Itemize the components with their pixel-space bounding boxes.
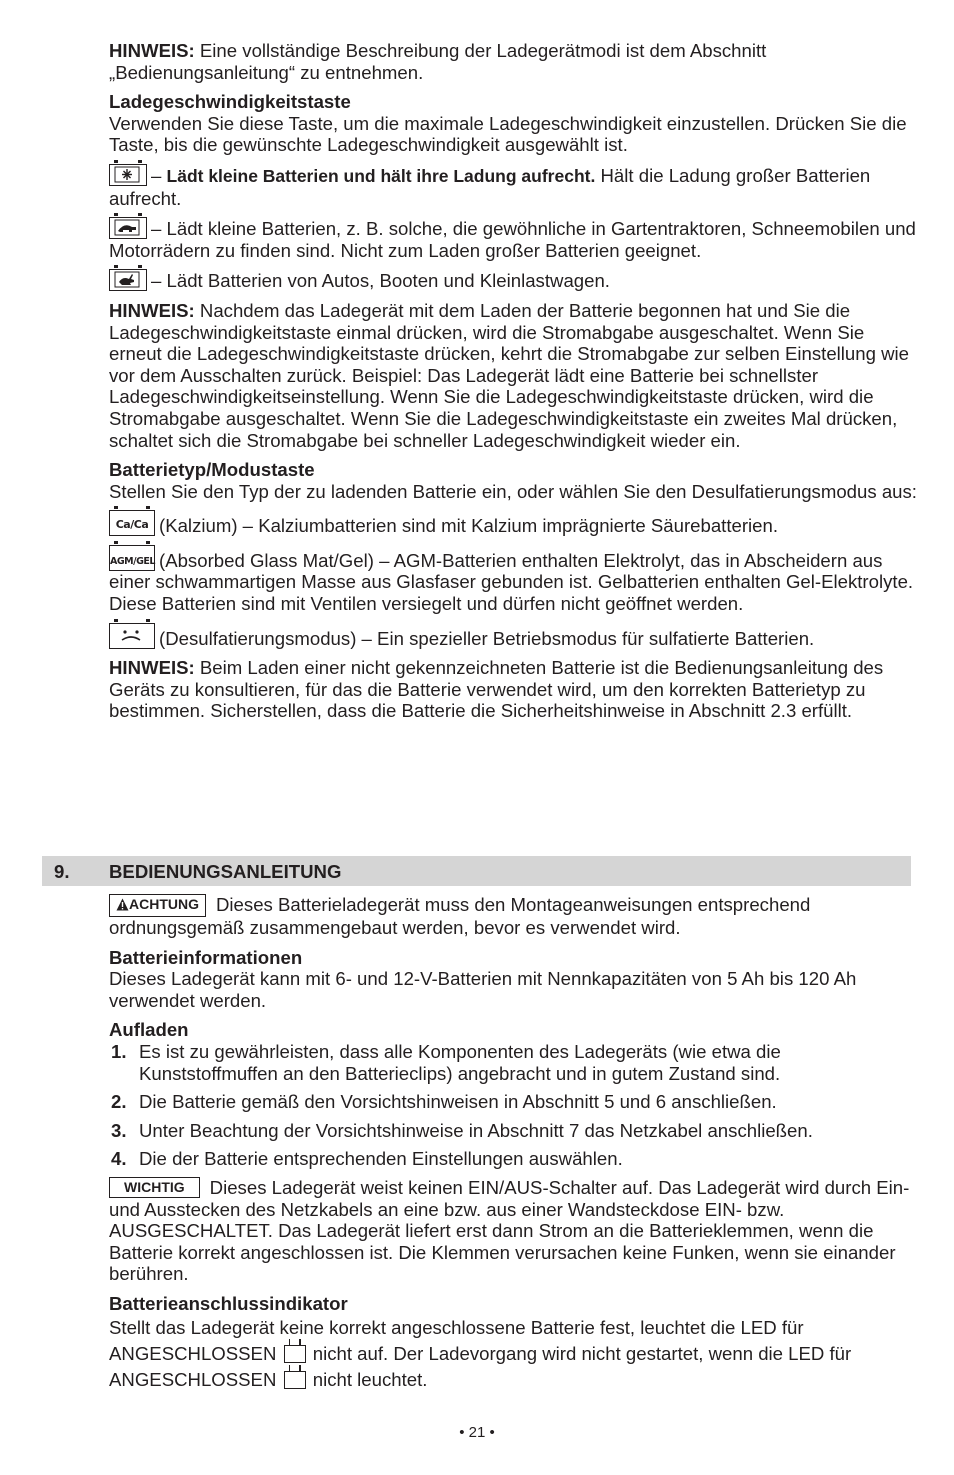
agm-text: (Absorbed Glass Mat/Gel) – AGM-Batterien enthalten Elektrolyt, das in Abscheidern aus einer schwammartigen Masse aus Glasfaser gebunden ist. Gelbatterien enthalten Gel-Elektrolyte. Diese Batterien sind mit Ventilen versiegelt und dürfen nicht geöffnet werden.	[109, 549, 914, 615]
page-number: • 21 •	[459, 1424, 495, 1441]
note-text: Eine vollständige Beschreibung der Ladegerätmodi ist dem Abschnitt „Bedienungsanleitung“ zu entnehmen.	[109, 40, 767, 83]
mode-fast	[109, 269, 917, 292]
type-desulf	[109, 623, 917, 650]
turtle-icon	[109, 217, 147, 239]
indicator-text-part: Stellt das Ladegerät keine korrekt angeschlossene Batterie fest, leuchtet die LED für ANGESCHLOSSEN	[109, 1316, 804, 1364]
step-number: 4.	[111, 1148, 127, 1170]
section-number: 9.	[54, 861, 70, 882]
step-text: Die Batterie gemäß den Vorsichtshinweisen in Abschnitt 5 und 6 anschließen.	[139, 1091, 777, 1113]
indicator-text-part: nicht auf. Der Ladevorgang wird nicht gestartet, wenn die LED für ANGESCHLOSSEN	[109, 1342, 852, 1390]
indicator-text-part: nicht leuchtet.	[307, 1368, 428, 1390]
type-caca	[109, 510, 917, 537]
maintain-text: Hält die Ladung großer Batterien aufrecht.	[109, 164, 871, 209]
important-text: Dieses Ladegerät weist keinen EIN/AUS-Schalter auf. Das Ladegerät wird durch Ein- und Ausstecken des Netzkabels an eine bzw. aus einer Wandsteckdose EIN- bzw. AUSGESCHALTET. Das Ladegerät liefert erst dann Strom an die Batterieklemmen, wenn die Batterie korrekt angeschlossen ist. Die Klemmen verursachen keine Funken, wenn sie einander berühren.	[109, 1176, 910, 1285]
upper-content	[109, 40, 917, 722]
type-agm	[109, 545, 917, 615]
calcium-icon	[109, 510, 155, 536]
info-heading: Batterieinformationen	[109, 946, 303, 968]
list-item	[109, 1120, 917, 1142]
agm-gel-icon	[109, 545, 155, 571]
note-label: HINWEIS:	[109, 40, 195, 61]
connected-led-icon	[284, 1345, 306, 1363]
list-item	[109, 1148, 917, 1170]
note-full-description	[109, 40, 917, 83]
dash: –	[151, 218, 162, 240]
rabbit-icon	[109, 269, 147, 291]
note-text: Nachdem das Ladegerät mit dem Laden der Batterie begonnen hat und Sie die Ladegeschwindigkeitstaste einmal drücken, wird die Stromabgabe ausgeschaltet. Wenn Sie erneut die Ladegeschwindigkeitstaste drücken, kehrt die Stromabgabe zur selben Einstellung wie vor dem Ausschalten zurück. Beispiel: Das Ladegerät lädt eine Batterie bei schnellster Ladegeschwindigkeitseinstellung. Wenn Sie die Ladegeschwindigkeitstaste drücken, wird die Stromabgabe ausgeschaltet. Wenn Sie die Ladegeschwindigkeitstaste ein zweites Mal drücken, schaltet sich die Stromabgabe bei schneller Ladegeschwindigkeit wieder ein.	[109, 299, 910, 451]
type-description: Stellen Sie den Typ der zu ladenden Batterie ein, oder wählen Sie den Desulfatierungsmodus aus:	[109, 480, 917, 502]
step-number: 1.	[111, 1040, 127, 1062]
warning-text: Dieses Batterieladegerät muss den Montageanweisungen entsprechend ordnungsgemäß zusammengebaut werden, bevor es verwendet wird.	[109, 894, 811, 938]
desulf-text: (Desulfatierungsmodus) – Ein spezieller Betriebsmodus für sulfatierte Batterien.	[159, 627, 815, 649]
maintain-bold: Lädt kleine Batterien und hält ihre Ladung aufrecht.	[166, 165, 596, 186]
fast-text: Lädt Batterien von Autos, Booten und Kleinlastwagen.	[166, 270, 610, 292]
step-number: 2.	[111, 1091, 127, 1113]
list-item	[109, 1091, 917, 1113]
note-speed-button	[109, 300, 917, 451]
warning-paragraph	[109, 894, 917, 939]
dash: –	[151, 164, 162, 186]
warning-triangle-icon	[116, 898, 129, 915]
step-number: 3.	[111, 1119, 127, 1141]
step-text: Unter Beachtung der Vorsichtshinweise in Abschnitt 7 das Netzkabel anschließen.	[139, 1119, 813, 1141]
important-paragraph	[109, 1177, 917, 1285]
indicator-heading: Batterieanschlussindikator	[109, 1292, 348, 1314]
caca-text: (Kalzium) – Kalziumbatterien sind mit Kalzium imprägnierte Säurebatterien.	[159, 515, 779, 537]
charge-heading: Aufladen	[109, 1019, 189, 1041]
indicator-text	[109, 1315, 917, 1393]
calcium-icon-label: Ca/Ca	[115, 518, 149, 532]
slow-text: Lädt kleine Batterien, z. B. solche, die gewöhnliche in Gartentraktoren, Schneemobilen und Motorrädern zu finden sind. Nicht zum Laden großer Batterien geeignet.	[109, 218, 916, 261]
list-item	[109, 1041, 917, 1084]
dash: –	[151, 270, 162, 292]
note-label: HINWEIS:	[109, 299, 195, 321]
type-heading: Batterietyp/Modustaste	[109, 459, 315, 481]
connected-led-icon	[284, 1371, 306, 1389]
agm-icon-label: AGM/GEL	[110, 555, 155, 567]
mode-maintain	[109, 164, 917, 209]
maintain-mode-icon	[109, 164, 147, 186]
important-label: WICHTIG	[109, 1177, 200, 1198]
desulfation-icon	[109, 623, 155, 649]
lower-content	[109, 894, 917, 1393]
info-text: Dieses Ladegerät kann mit 6- und 12-V-Batterien mit Nennkapazitäten von 5 Ah bis 120 Ah verwendet werden.	[109, 968, 857, 1011]
note-text: Beim Laden einer nicht gekennzeichneten Batterie ist die Bedienungsanleitung des Geräts zu konsultieren, für das die Batterie verwendet wird, um den korrekten Batterietyp zu bestimmen. Sicherstellen, dass die Batterie die Sicherheitshinweise in Abschnitt 2.3 erfüllt.	[109, 657, 884, 722]
step-text: Es ist zu gewährleisten, dass alle Komponenten des Ladegeräts (wie etwa die Kunststoffmuffen an den Batterieclips) angebracht und in gutem Zustand sind.	[139, 1040, 781, 1084]
warning-label	[109, 894, 206, 917]
section-title: BEDIENUNGSANLEITUNG	[109, 861, 342, 882]
step-text: Die der Batterie entsprechenden Einstellungen auswählen.	[139, 1148, 623, 1170]
mode-slow	[109, 217, 917, 261]
speed-heading: Ladegeschwindigkeitstaste	[109, 91, 351, 113]
note-label: HINWEIS:	[109, 657, 195, 679]
charge-steps	[109, 1041, 917, 1170]
section-header	[42, 856, 911, 886]
note-unmarked-battery	[109, 657, 917, 722]
speed-description: Verwenden Sie diese Taste, um die maximale Ladegeschwindigkeit einzustellen. Drücken Sie die Taste, bis die gewünschte Ladegeschwindigkeit ausgewählt ist.	[109, 112, 907, 156]
warning-label-text: ACHTUNG	[129, 896, 199, 912]
